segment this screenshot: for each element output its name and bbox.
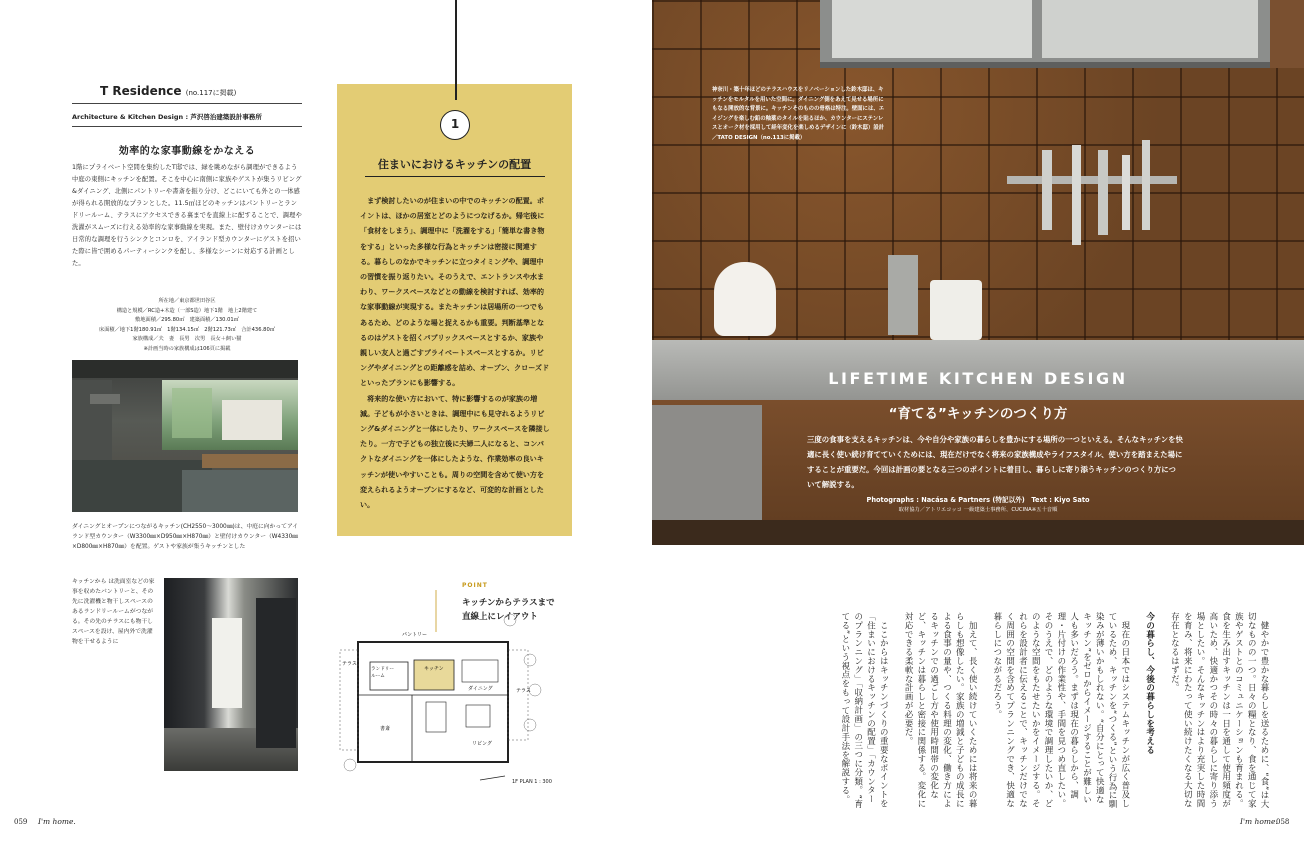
photo-credit: Photographs : Nacása & Partners (特記以外) Text : Kiyo Sato [866,496,1090,504]
plan-label-living: リビング [472,741,492,747]
brand-logo-left: I'm home. [38,817,76,826]
feature-headline: LIFETIME KITCHEN DESIGN [828,369,1128,388]
kitchen-interior-photo [72,360,298,512]
architect-credit: Architecture & Kitchen Design : 芦沢啓治建築設計事務所 [72,113,262,121]
feature-lead: 三度の食事を支えるキッチンは、今や自分や家族の暮らしを豊かにする場所の一つといえる。そんなキッチンを快適に長く使い続け育てていくためには、現在だけでなく将来の家族構成やライフスタイル、使い方を踏まえた場にすることが重要だ。今回は計画の要となる三つのポイントに着目し、暮らしに寄り添うキッチンのつくり方について解説する。 [807,435,1183,489]
plan-label-terrace: テラス [342,661,357,667]
intro-paragraph: 現在の日本ではシステムキッチンが広く普及しているため、キッチンを“つくる”という行為に馴染みが薄いかもしれない。“自分にとって快適なキッチン”をゼロからイメージすることが難しい人も多いだろう。まずは現在の暮らしから、調理・片付けの作業性や、手間を見つめ直したい。そのうえで、どのような環境で調理したいか、どのような空間をもたせたいかをイメージする。それらを設計者に伝えることで、キッチンだけでなく周囲の空間を含めてプランニングでき、快適な暮らしにつながるだろう。 [991,612,1130,809]
panel-title: 住まいにおけるキッチンの配置 [377,158,532,171]
panel-body: まず検討したいのが住まいの中でのキッチンの配置。ポイントは、ほかの居室とどのようにつなげるか。帰宅後に「食材をしまう」、調理中に「洗濯をする」「簡単な書き物をする」といった多様な行為とキッチンは密接に関連する。暮らしのなかでキッチンに立つタイミングや、調理中の習慣を振り返りたい。そのうえで、エントランスや水まわり、ワークスペースなどとの動線を検討すれば、効率的な家事動線が実現する。またキッチンは居場所の一つでもあるため、どのような場と捉えるかも重要。判断基準となるのはゲストを招くパブリックスペースとするか、家族や親しい友人と過ごすプライベートスペースとするか。リビングやダイニングとの距離感を詰め、オープン、クローズドといったプランにも影響する。 将来的な使い方において、特に影響するのが家族の増減。子どもが小さいときは、調理中にも見守れるようリビング&ダイニングと一体にしたり、ワークスペースを隣接したり。一方で子どもの独立後に夫婦二人になると、コンパクトなダイニングを一体にしたような、作業効率の良いキッチンが使いやすいことも。周りの空間を含めて使い方を変えられるようオープンにするなど、可変的な計画としたい。 [360,196,550,510]
intro-vertical-text [695,612,1270,810]
plan-label-laundry: ランドリー [371,667,394,672]
spec-line: ※計画当時の家族構成は106頁に掲載 [143,345,231,352]
spec-line: 構造と規模／RC造+木造（一部S造）地下1階 地上2階建て [116,307,258,314]
spec-list [72,297,302,354]
floor-plan [330,590,560,790]
point-line: 直線上にレイアウト [462,612,538,622]
plan-caption: 1F PLAN 1 : 300 [512,779,552,785]
feature-subheadline: “育てる”キッチンのつくり方 [888,406,1068,422]
divider [72,126,302,127]
photo-caption-2: キッチンから は洗面室などの家事を収めたパントリーと、その先に洗濯機と物干しスペースのあるランドリールームがつながる。その先のテラスにも物干しスペースを設け、屋内外で洗濯物を干せるように [72,579,155,645]
page-number-right: 058 [1276,818,1290,826]
point-label: POINT [462,582,488,589]
plan-label-study: 書斎 [380,726,391,732]
plan-label-laundry-2: ルーム [371,674,385,679]
point-line: キッチンからテラスまで [462,598,555,608]
spec-line: 家族構成／夫 妻 長男 次男 長女＋飼い猫 [132,336,242,342]
photo-caption-1: ダイニングとオープンにつながるキッチン(CH2550〜3000㎜)は、中庭に向かってアイランド型カウンター（W3300㎜×D950㎜×H870㎜）と壁付けカウンター（W4330㎜×D800㎜×H870㎜）を配置。ゲストや家族が集うキッチンとした [72,524,299,550]
cooperation-credit: 取材協力／アトリエコッコ 一級建築士事務所、CUCINA※五十音順 [898,507,1058,513]
plan-label-terrace-right: テラス [516,688,531,694]
pantry-corridor-photo [164,578,298,771]
spec-line: 所在地／東京都世田谷区 [158,298,216,304]
intro-paragraph: ここからはキッチンづくりの重要なポイントを「住まいにおけるキッチンの配置」「カウンターのプランニング」「収納計画」の三つに分類。“育てる”という視点をもって設計手法を解説する。 [839,612,889,809]
leader-line [455,0,457,100]
spec-line: 床面積／地下1階180.91㎡ 1階134.15㎡ 2階121.73㎡ 合計436.80㎡ [99,326,275,333]
project-title: T Residence (no.117に掲載) [100,84,237,98]
divider [72,103,302,104]
project-body: 1階にプライベート空間を集約したT邸では、緑を眺めながら調理ができるよう中庭の東側にキッチンを配置。そこを中心に南側に家族やゲストが集うリビング&ダイニング、北側にパントリーや書斎を振り分け、どこにいても外との一体感が得られる開放的なプランとした。11.5㎡ほどのキッチンはパントリーとランドリールーム、テラスにアクセスできる裏までを直線上に配することで、調理や洗濯がスムーズに行える効率的な家事動線を実現。また、壁付けカウンターには日常的な調理を行うシンクとコンロを、アイランド型カウンターにゲストを招いた際に皆で囲めるパーティーシンクを配し、多様なシーンに対応する計画とした。 [72,164,302,267]
spec-line: 敷地面積／295.80㎡ 建築面積／130.01㎡ [135,317,239,323]
brand-logo-right: I'm home. [1240,817,1278,826]
page-number-left: 059 [14,818,28,826]
intro-paragraph: 健やかで豊かな暮らしを送るために、“食”は大切なものの一つ。日々の糧となり、食を通じて家族やゲストとのコミュニケーションも育まれる。食を生み出すキッチンは一日を通して使用頻度が高いため、快適かつその時々の暮らしに寄り添う場としたい。そんなキッチンはより充実した時間を育み、将来にわたって使い続けたくなる大切な存在となるはずだ。 [1169,612,1269,809]
hero-photo-caption: 神奈川・築十年ほどのテラスハウスをリノベーションした鈴木邸は、キッチンをモルタルを用いた空間に。ダイニング側をあえて見せる場所にもなる開放的な背景に。キッチンそのものの骨格は特注。壁面には、エイジングを楽しむ鉛の釉薬のタイルを貼るほか、カウンターにステンレスとオーク材を採用して経年変化を楽しめるデザインに（鈴木邸）設計／TATO DESIGN（no.113に掲載） [712,87,885,141]
intro-paragraph: 加えて、長く使い続けていくためには将来の暮らしも想像したい。家族の増減と子どもの成長による食事の量や、つくる料理の変化、働き方によるキッチンでの過ごし方や使用時間帯の変化など、キッチンは暮らしと密接に関係する。変化に対応できる柔軟な計画が必要だ。 [903,612,978,808]
divider [365,176,545,177]
plan-label-kitchen: キッチン [424,666,444,672]
plan-label-pantry: パントリー [402,632,428,638]
section-number: 1 [440,110,470,140]
plan-label-dining: ダイニング [468,686,493,692]
section-heading: 効率的な家事動線をかなえる [118,146,256,157]
intro-subheading: 今の暮らし、今後の暮らしを考える [1144,612,1155,755]
